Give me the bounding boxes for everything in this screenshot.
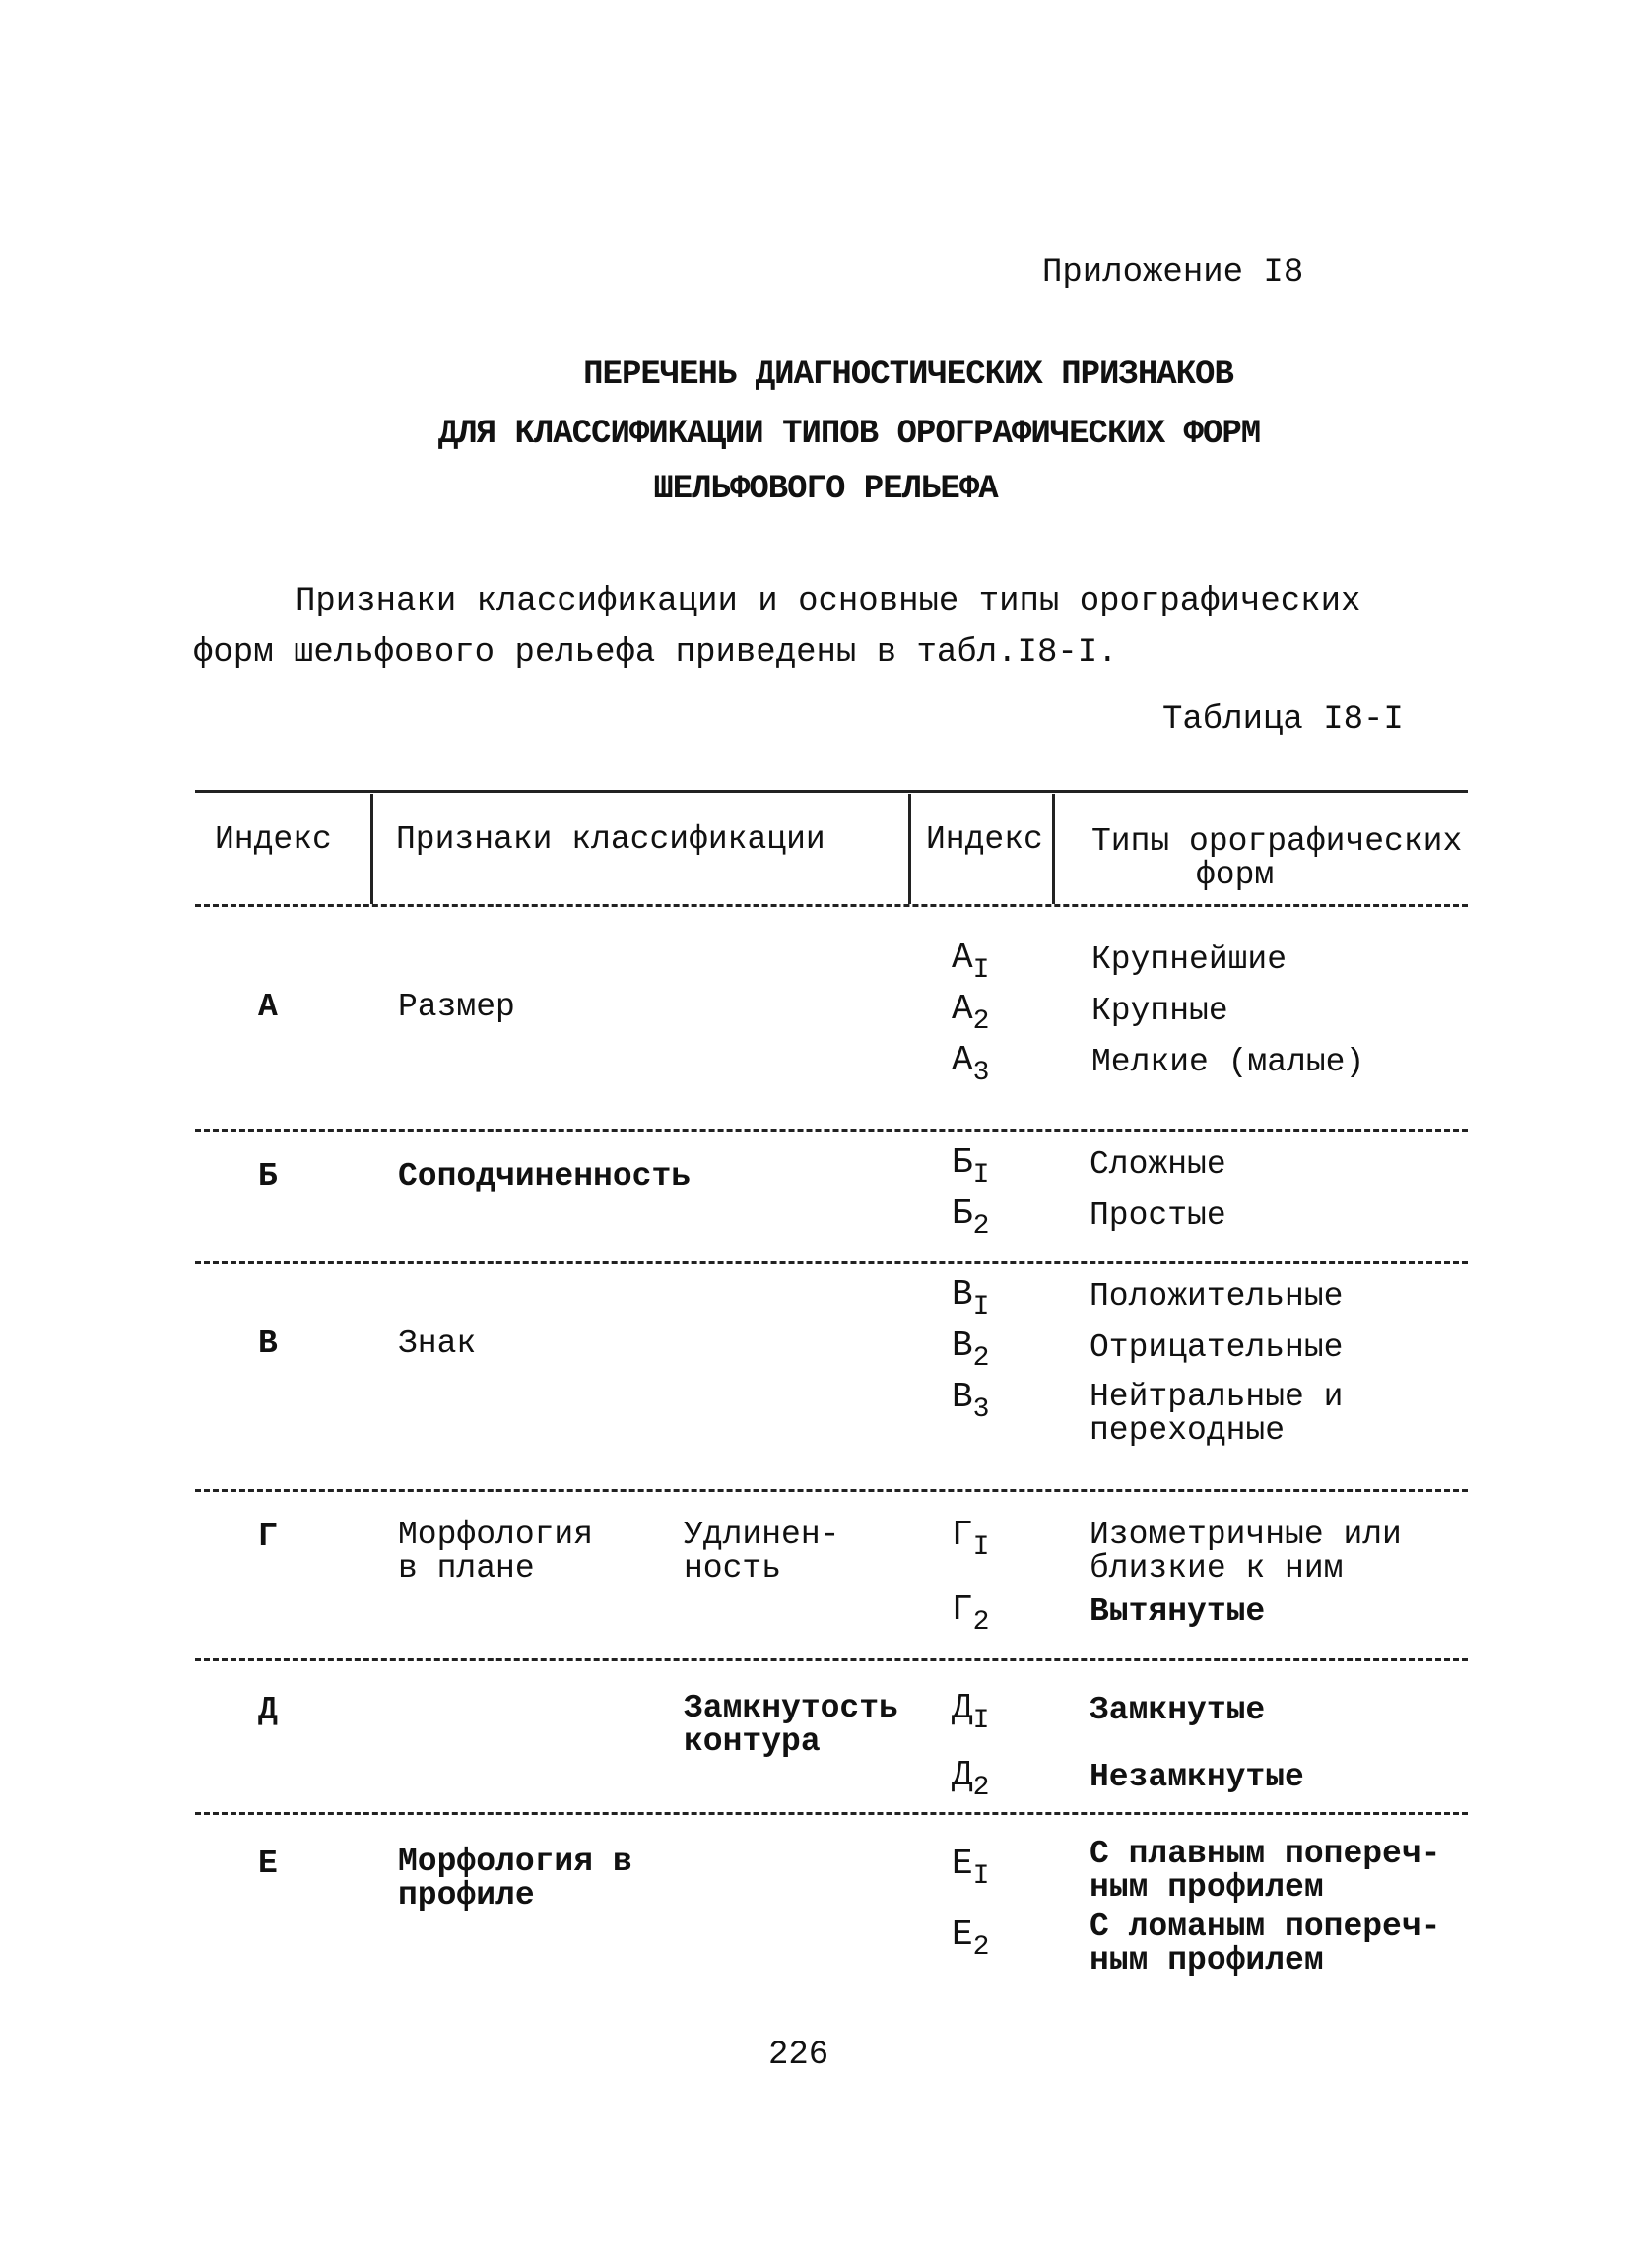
row-feature-line-1: Морфология [398,1517,594,1553]
row-feature-line-2: профиле [398,1877,535,1913]
type-text [1090,1519,1402,1586]
row-subfeature [684,1519,839,1586]
type-text: Отрицательные [1090,1329,1344,1366]
type-text [1090,1838,1440,1905]
header-index-2: Индекс [926,821,1043,858]
header-divider-1 [370,794,373,904]
subindex: $Д_I$ [952,1688,990,1736]
page-number: 226 [768,2037,829,2074]
row-subfeature [684,1692,898,1759]
table-top-border [195,790,1468,793]
subindex: $А_3$ [952,1040,990,1088]
title-line-3: ШЕЛЬФОВОГО РЕЛЬЕФА [653,471,998,508]
header-divider-3 [1052,794,1055,904]
row-divider-v [195,1489,1468,1492]
row-subfeature-line-1: Замкнутость [684,1690,898,1726]
row-index: В [258,1326,278,1362]
header-types-line-1: Типы орографических [1091,823,1463,860]
header-divider-2 [908,794,911,904]
type-text [1090,1381,1343,1448]
type-text [1090,1911,1440,1977]
subindex: $Е_I$ [952,1844,990,1892]
row-feature: Размер [398,989,515,1025]
subindex: $В_I$ [952,1274,990,1323]
type-text: Сложные [1090,1146,1226,1183]
type-text: Мелкие (малые) [1091,1044,1365,1080]
row-divider-b [195,1261,1468,1264]
title-line-1: ПЕРЕЧЕНЬ ДИАГНОСТИЧЕСКИХ ПРИЗНАКОВ [583,356,1233,394]
type-text-line-2: ным профилем [1090,1869,1324,1906]
type-text-line-1: С ломаным попереч- [1090,1909,1441,1945]
row-feature [398,1846,632,1912]
subindex: $Б_I$ [952,1142,990,1191]
subindex: $Г_I$ [952,1515,990,1563]
row-index: А [258,989,278,1025]
subindex: $Г_2$ [952,1589,990,1638]
row-feature: Соподчиненность [398,1158,692,1195]
subindex: $Д_2$ [952,1755,990,1803]
type-text-line-2: близкие к ним [1090,1550,1344,1587]
type-text: Крупнейшие [1091,941,1288,978]
type-text-line-1: С плавным попереч- [1090,1836,1441,1872]
row-feature: Знак [398,1326,477,1362]
type-text: Вытянутые [1090,1593,1266,1630]
subindex: $А_2$ [952,989,990,1037]
type-text-line-1: Изометричные или [1090,1517,1402,1553]
header-types-line-2: форм [1196,857,1275,893]
type-text: Положительные [1090,1278,1344,1315]
intro-line-2: форм шельфового рельефа приведены в табл.I8-I. [193,634,1118,672]
intro-line-1: Признаки классификации и основные типы орографических [296,583,1361,620]
row-subfeature-line-1: Удлинен- [684,1517,840,1553]
type-text: Простые [1090,1198,1226,1234]
header-feature: Признаки классификации [396,821,826,858]
row-divider-d [195,1812,1468,1815]
row-index: Е [258,1846,278,1882]
appendix-label: Приложение I8 [1042,254,1304,292]
row-subfeature-line-2: ность [684,1550,782,1587]
subindex: $В_3$ [952,1377,990,1425]
type-text-line-2: ным профилем [1090,1942,1324,1978]
row-index: Б [258,1158,278,1195]
row-feature-line-1: Морфология в [398,1844,632,1880]
row-index: Г [258,1519,278,1555]
subindex: $А_I$ [952,938,990,986]
type-text-line-1: Нейтральные и [1090,1379,1344,1415]
row-index: Д [258,1692,278,1728]
row-feature-line-2: в плане [398,1550,535,1587]
table-label: Таблица I8-I [1162,701,1404,739]
subindex: $В_2$ [952,1326,990,1374]
header-index: Индекс [215,821,332,858]
header-bottom-border [195,904,1468,907]
subindex: $Б_2$ [952,1194,990,1242]
type-text: Незамкнутые [1090,1759,1304,1795]
row-divider-g [195,1658,1468,1661]
title-line-2: ДЛЯ КЛАССИФИКАЦИИ ТИПОВ ОРОГРАФИЧЕСКИХ ФОРМ [437,416,1261,453]
row-divider-a [195,1129,1468,1132]
subindex: $Е_2$ [952,1914,990,1963]
type-text: Замкнутые [1090,1692,1266,1728]
row-subfeature-line-2: контура [684,1723,821,1760]
row-feature [398,1519,593,1586]
type-text-line-2: переходные [1090,1412,1286,1449]
type-text: Крупные [1091,993,1228,1029]
